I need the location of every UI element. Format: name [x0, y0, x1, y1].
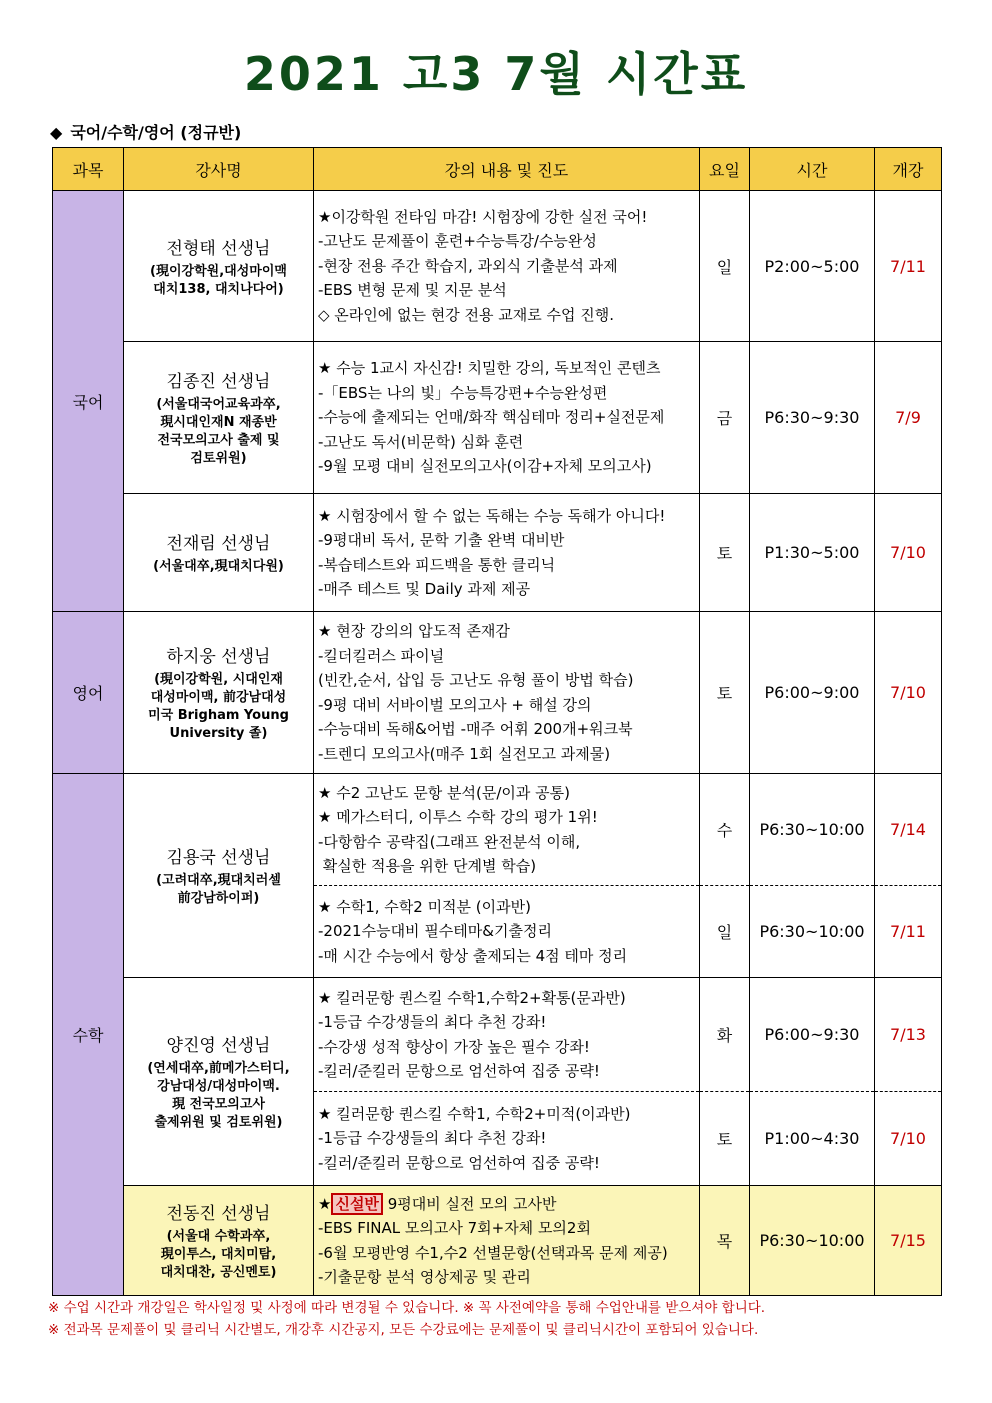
open-date-cell: 7/9 — [875, 342, 942, 494]
teacher-info-line: 검토위원) — [190, 451, 247, 466]
subject-english: 영어 — [53, 612, 124, 774]
teacher-info-line: (연세대卒,前메가스터디, — [147, 1061, 290, 1076]
teacher-name: 전동진 선생님 — [166, 1204, 271, 1224]
day-cell: 화 — [700, 978, 750, 1092]
new-class-badge: 신설반 — [331, 1193, 382, 1215]
teacher-info-line: 전국모의고사 출제 및 — [157, 433, 280, 448]
day-cell: 일 — [700, 886, 750, 978]
content-line: ★ 수2 고난도 문항 분석(문/이과 공통) — [318, 783, 570, 802]
content-line: ◇ 온라인에 없는 현강 전용 교재로 수업 진행. — [318, 305, 615, 324]
teacher-cell — [124, 1186, 314, 1296]
teacher-info-line: (서울대국어교육과卒, — [156, 397, 281, 412]
teacher-info-line: (서울대 수학과卒, — [166, 1229, 271, 1244]
teacher-cell — [124, 342, 314, 494]
content-line: -고난도 독서(비문학) 심화 훈련 — [318, 432, 524, 451]
content-line: ★ 메가스터디, 이투스 수학 강의 평가 1위! — [318, 808, 598, 826]
teacher-info — [124, 1060, 313, 1132]
content-line: -2021수능대비 필수테마&기출정리 — [318, 922, 552, 941]
table-row — [53, 494, 942, 612]
teacher-info-line: (現이강학원,대성마이맥 — [150, 263, 287, 279]
note-line: ※ 수업 시간과 개강일은 학사일정 및 사정에 따라 변경될 수 있습니다. ※ 꼭 사전예약을 통해 수업안내를 받으셔야 합니다. — [48, 1300, 766, 1316]
subject-math: 수학 — [53, 774, 124, 1296]
content-line: ★ 시험장에서 할 수 없는 독해는 수능 독해가 아니다! — [318, 506, 666, 525]
course-content — [314, 342, 700, 494]
content-line: (빈칸,순서, 삽입 등 고난도 유형 풀이 방법 학습) — [318, 671, 634, 689]
content-line: ★이강학원 전타임 마감! 시험장에 강한 실전 국어! — [318, 207, 648, 226]
open-date-cell: 7/13 — [875, 978, 942, 1092]
content-line: ★ 킬러문항 퀀스킬 수학1, 수학2+미적(이과반) — [318, 1104, 631, 1123]
content-line: -EBS FINAL 모의고사 7회+자체 모의2회 — [318, 1219, 591, 1237]
time-cell: P1:30~5:00 — [750, 494, 875, 612]
content-line: -복습테스트와 피드백을 통한 클리닉 — [318, 555, 556, 574]
content-line: -현장 전용 주간 학습지, 과외식 기출분석 과제 — [318, 256, 618, 275]
teacher-cell — [124, 191, 314, 342]
teacher-info-line: 미국 Brigham Young — [148, 708, 289, 723]
content-line-text: 9평대비 실전 모의 고사반 — [382, 1194, 557, 1213]
table-row — [53, 1186, 942, 1296]
day-cell: 금 — [700, 342, 750, 494]
teacher-name: 전재림 선생님 — [166, 534, 271, 554]
course-content — [314, 494, 700, 612]
content-line: -기출문항 분석 영상제공 및 관리 — [318, 1268, 531, 1286]
open-date-cell: 7/15 — [875, 1186, 942, 1296]
time-cell: P6:30~10:00 — [750, 1186, 875, 1296]
header-day: 요일 — [700, 148, 750, 191]
teacher-name: 김종진 선생님 — [166, 372, 271, 392]
content-line: -EBS 변형 문제 및 지문 분석 — [318, 281, 507, 300]
header-row — [53, 148, 942, 191]
content-line: -9평대비 독서, 문학 기출 완벽 대비반 — [318, 531, 565, 549]
teacher-info — [124, 1228, 313, 1282]
time-cell: P6:30~10:00 — [750, 774, 875, 886]
section-heading — [50, 120, 241, 143]
content-line: -고난도 문제풀이 훈련+수능특강/수능완성 — [318, 232, 597, 251]
table-row — [53, 191, 942, 342]
open-date-cell: 7/11 — [875, 886, 942, 978]
page-title: 2021 고3 7월 시간표 — [243, 47, 749, 101]
content-line: -킬러/준킬러 문항으로 엄선하여 집중 공략! — [318, 1062, 600, 1080]
diamond-icon: ◆ — [50, 123, 63, 142]
time-cell: P6:00~9:00 — [750, 612, 875, 774]
content-line: -6월 모평반영 수1,수2 선별문항(선택과목 문제 제공) — [318, 1243, 668, 1262]
open-date-cell: 7/10 — [875, 1092, 942, 1186]
subject-korean: 국어 — [53, 191, 124, 612]
course-content — [314, 886, 700, 978]
content-line: -매 시간 수능에서 항상 출제되는 4점 테마 정리 — [318, 946, 628, 965]
teacher-info-line: 강남대성/대성마이맥. — [157, 1079, 280, 1094]
teacher-info-line: (現이강학원, 시대인재 — [154, 672, 283, 687]
star-icon: ★ — [318, 1194, 332, 1213]
course-content — [314, 774, 700, 886]
header-open: 개강 — [875, 148, 942, 191]
content-line: -킬러/준킬러 문항으로 엄선하여 집중 공략! — [318, 1153, 600, 1172]
content-line: ★ 수학1, 수학2 미적분 (이과반) — [318, 897, 531, 916]
content-line: -9평 대비 서바이벌 모의고사 + 해설 강의 — [318, 695, 592, 714]
teacher-info-line: University 졸) — [169, 726, 268, 741]
time-cell: P6:00~9:30 — [750, 978, 875, 1092]
table-row — [53, 774, 942, 886]
course-content — [314, 1092, 700, 1186]
content-line: -킬더킬러스 파이널 — [318, 646, 445, 665]
teacher-info-line: (서울대卒,現대치다원) — [153, 559, 284, 574]
time-cell: P6:30~9:30 — [750, 342, 875, 494]
day-cell: 토 — [700, 494, 750, 612]
teacher-cell — [124, 774, 314, 978]
table-row — [53, 612, 942, 774]
footer-notes — [48, 1297, 765, 1341]
teacher-name: 양진영 선생님 — [166, 1036, 271, 1056]
timetable — [52, 147, 942, 1296]
day-cell: 일 — [700, 191, 750, 342]
header-time: 시간 — [750, 148, 875, 191]
content-line: -매주 테스트 및 Daily 과제 제공 — [318, 580, 531, 598]
section-label: 국어/수학/영어 (정규반) — [70, 123, 242, 142]
content-line: ★ 수능 1교시 자신감! 치밀한 강의, 독보적인 콘텐츠 — [318, 359, 661, 378]
content-line: -트렌디 모의고사(매주 1회 실전모고 과제물) — [318, 744, 611, 763]
content-line: -1등급 수강생들의 최다 추천 강좌! — [318, 1013, 547, 1031]
open-date-cell: 7/14 — [875, 774, 942, 886]
header-teacher: 강사명 — [124, 148, 314, 191]
teacher-cell — [124, 612, 314, 774]
teacher-info-line: 대치138, 대치나다어) — [153, 281, 284, 297]
teacher-cell — [124, 494, 314, 612]
course-content — [314, 191, 700, 342]
teacher-info-line: 現 전국모의고사 — [172, 1097, 265, 1112]
content-line: -9월 모평 대비 실전모의고사(이감+자체 모의고사) — [318, 457, 652, 476]
content-line: -「EBS는 나의 빛」수능특강편+수능완성편 — [318, 383, 608, 402]
content-line: 확실한 적용을 위한 단계별 학습) — [318, 857, 537, 875]
day-cell: 목 — [700, 1186, 750, 1296]
content-line: -1등급 수강생들의 최다 추천 강좌! — [318, 1129, 547, 1148]
open-date-cell: 7/11 — [875, 191, 942, 342]
teacher-cell — [124, 978, 314, 1186]
teacher-info — [124, 263, 313, 299]
teacher-name: 김용국 선생님 — [166, 848, 271, 868]
day-cell: 토 — [700, 612, 750, 774]
open-date-cell: 7/10 — [875, 612, 942, 774]
time-cell: P1:00~4:30 — [750, 1092, 875, 1186]
teacher-info — [124, 396, 313, 468]
table-row — [53, 978, 942, 1092]
teacher-name: 전형태 선생님 — [166, 238, 271, 259]
table-row — [53, 342, 942, 494]
course-content — [314, 978, 700, 1092]
header-content: 강의 내용 및 진도 — [314, 148, 700, 191]
day-cell: 토 — [700, 1092, 750, 1186]
content-line: -다항함수 공략집(그래프 완전분석 이해, — [318, 832, 581, 851]
content-line: ★ 킬러문항 퀀스킬 수학1,수학2+확통(문과반) — [318, 988, 626, 1007]
teacher-info — [124, 872, 313, 908]
teacher-info-line: 前강남하이퍼) — [177, 891, 260, 906]
content-line: -수능에 출제되는 언매/화작 핵심테마 정리+실전문제 — [318, 408, 665, 427]
open-date-cell: 7/10 — [875, 494, 942, 612]
note-line: ※ 전과목 문제풀이 및 클리닉 시간별도, 개강후 시간공지, 모든 수강료에는 문제풀이 및 클리닉시간이 포함되어 있습니다. — [48, 1322, 759, 1338]
course-content — [314, 1186, 700, 1296]
teacher-info-line: (고려대卒,現대치러셀 — [156, 873, 281, 888]
teacher-info-line: 現시대인재N 재종반 — [160, 415, 277, 430]
content-line: ★ 현장 강의의 압도적 존재감 — [318, 622, 510, 640]
header-subject: 과목 — [53, 148, 124, 191]
content-line: -수강생 성적 향상이 가장 높은 필수 강좌! — [318, 1037, 590, 1056]
time-cell: P6:30~10:00 — [750, 886, 875, 978]
teacher-info — [124, 558, 313, 576]
course-content — [314, 612, 700, 774]
teacher-info-line: 대성마이맥, 前강남대성 — [150, 690, 287, 705]
teacher-name: 하지웅 선생님 — [166, 647, 271, 667]
teacher-info-line: 대치대찬, 공신멘토) — [160, 1265, 277, 1280]
content-line — [318, 1192, 695, 1217]
content-line: -수능대비 독해&어법 -매주 어휘 200개+워크북 — [318, 720, 633, 738]
teacher-info-line: 출제위원 및 검토위원) — [154, 1115, 283, 1130]
teacher-info — [124, 671, 313, 743]
teacher-info-line: 現이투스, 대치미탐, — [160, 1247, 277, 1262]
time-cell: P2:00~5:00 — [750, 191, 875, 342]
day-cell: 수 — [700, 774, 750, 886]
